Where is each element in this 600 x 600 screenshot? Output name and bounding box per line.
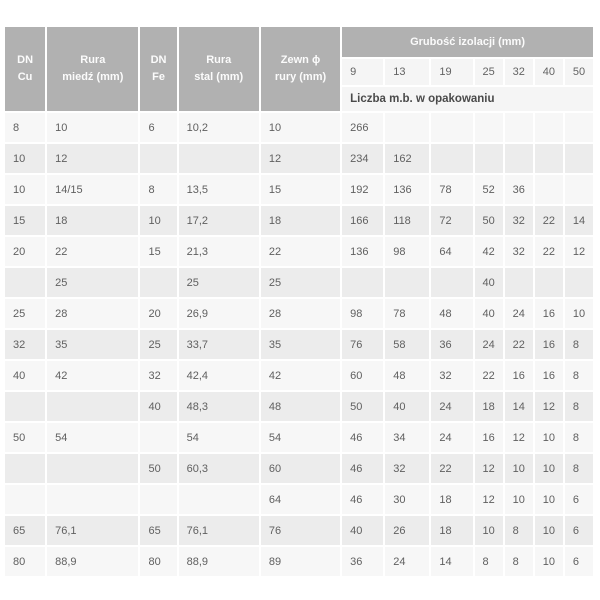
col-header-line: Rura bbox=[206, 54, 232, 66]
cell: 10 bbox=[505, 454, 533, 483]
cell: 8 bbox=[565, 330, 593, 359]
cell: 40 bbox=[385, 392, 429, 421]
cell: 10 bbox=[261, 113, 340, 142]
cell: 60,3 bbox=[179, 454, 259, 483]
table-row bbox=[5, 268, 593, 297]
cell: 50 bbox=[475, 206, 503, 235]
cell: 16 bbox=[505, 361, 533, 390]
col-header-dn-fe bbox=[140, 27, 176, 111]
cell: 10 bbox=[535, 485, 563, 514]
cell bbox=[535, 268, 563, 297]
cell bbox=[140, 268, 176, 297]
cell: 10 bbox=[140, 206, 176, 235]
cell: 64 bbox=[431, 237, 472, 266]
cell: 88,9 bbox=[179, 547, 259, 576]
cell: 22 bbox=[535, 237, 563, 266]
cell bbox=[505, 144, 533, 173]
cell: 22 bbox=[431, 454, 472, 483]
cell: 10 bbox=[5, 175, 45, 204]
cell bbox=[505, 113, 533, 142]
cell: 25 bbox=[261, 268, 340, 297]
cell: 24 bbox=[505, 299, 533, 328]
cell: 18 bbox=[431, 485, 472, 514]
cell: 10 bbox=[535, 516, 563, 545]
cell: 12 bbox=[505, 423, 533, 452]
table-row bbox=[5, 547, 593, 576]
cell: 88,9 bbox=[47, 547, 138, 576]
cell: 22 bbox=[535, 206, 563, 235]
cell: 266 bbox=[342, 113, 383, 142]
cell: 60 bbox=[342, 361, 383, 390]
cell: 46 bbox=[342, 485, 383, 514]
cell: 16 bbox=[475, 423, 503, 452]
cell: 33,7 bbox=[179, 330, 259, 359]
cell: 10 bbox=[475, 516, 503, 545]
cell: 136 bbox=[385, 175, 429, 204]
cell: 16 bbox=[535, 299, 563, 328]
cell: 54 bbox=[47, 423, 138, 452]
cell: 48 bbox=[385, 361, 429, 390]
cell: 8 bbox=[565, 454, 593, 483]
cell bbox=[431, 268, 472, 297]
col-header-dn-cu bbox=[5, 27, 45, 111]
cell: 40 bbox=[342, 516, 383, 545]
cell: 10 bbox=[47, 113, 138, 142]
cell bbox=[535, 144, 563, 173]
cell bbox=[475, 113, 503, 142]
col-header-line: Cu bbox=[17, 71, 33, 83]
table-row bbox=[5, 299, 593, 328]
size-header: 19 bbox=[431, 59, 472, 85]
col-header-line: Rura bbox=[80, 54, 106, 66]
table-row bbox=[5, 485, 593, 514]
cell: 89 bbox=[261, 547, 340, 576]
cell: 80 bbox=[140, 547, 176, 576]
cell: 22 bbox=[475, 361, 503, 390]
cell: 6 bbox=[565, 547, 593, 576]
table-body bbox=[5, 113, 593, 576]
cell: 166 bbox=[342, 206, 383, 235]
cell bbox=[140, 144, 176, 173]
cell: 25 bbox=[140, 330, 176, 359]
cell: 76 bbox=[342, 330, 383, 359]
cell bbox=[431, 113, 472, 142]
cell: 78 bbox=[385, 299, 429, 328]
col-header-rura-stal bbox=[179, 27, 259, 111]
cell: 40 bbox=[140, 392, 176, 421]
table-row bbox=[5, 175, 593, 204]
cell: 48,3 bbox=[179, 392, 259, 421]
cell: 36 bbox=[342, 547, 383, 576]
cell: 26,9 bbox=[179, 299, 259, 328]
cell bbox=[140, 423, 176, 452]
table-row bbox=[5, 330, 593, 359]
cell: 10 bbox=[535, 423, 563, 452]
cell: 50 bbox=[342, 392, 383, 421]
cell: 8 bbox=[5, 113, 45, 142]
cell: 10 bbox=[565, 299, 593, 328]
cell: 42 bbox=[475, 237, 503, 266]
cell: 17,2 bbox=[179, 206, 259, 235]
cell bbox=[475, 144, 503, 173]
cell: 35 bbox=[47, 330, 138, 359]
cell: 14/15 bbox=[47, 175, 138, 204]
cell: 12 bbox=[475, 485, 503, 514]
cell bbox=[47, 485, 138, 514]
cell: 8 bbox=[475, 547, 503, 576]
cell: 136 bbox=[342, 237, 383, 266]
cell: 20 bbox=[140, 299, 176, 328]
table-row bbox=[5, 361, 593, 390]
cell: 46 bbox=[342, 454, 383, 483]
table-row bbox=[5, 144, 593, 173]
cell: 25 bbox=[47, 268, 138, 297]
cell: 52 bbox=[475, 175, 503, 204]
cell bbox=[565, 113, 593, 142]
cell: 12 bbox=[535, 392, 563, 421]
cell bbox=[385, 268, 429, 297]
cell: 14 bbox=[431, 547, 472, 576]
cell bbox=[5, 454, 45, 483]
cell: 16 bbox=[535, 330, 563, 359]
cell: 42,4 bbox=[179, 361, 259, 390]
col-header-line: Zewn ϕ bbox=[280, 54, 321, 66]
cell: 32 bbox=[505, 206, 533, 235]
cell: 15 bbox=[261, 175, 340, 204]
cell: 42 bbox=[47, 361, 138, 390]
cell: 50 bbox=[140, 454, 176, 483]
cell: 76,1 bbox=[47, 516, 138, 545]
col-header-line: DN bbox=[150, 54, 167, 66]
cell bbox=[5, 485, 45, 514]
cell: 162 bbox=[385, 144, 429, 173]
cell: 24 bbox=[475, 330, 503, 359]
col-header-line: Fe bbox=[152, 71, 165, 83]
cell: 54 bbox=[261, 423, 340, 452]
cell: 6 bbox=[140, 113, 176, 142]
cell: 18 bbox=[475, 392, 503, 421]
cell: 76 bbox=[261, 516, 340, 545]
cell: 14 bbox=[505, 392, 533, 421]
cell: 8 bbox=[565, 392, 593, 421]
cell: 10 bbox=[535, 454, 563, 483]
cell: 10,2 bbox=[179, 113, 259, 142]
cell: 13,5 bbox=[179, 175, 259, 204]
cell bbox=[385, 113, 429, 142]
cell bbox=[565, 268, 593, 297]
cell: 8 bbox=[565, 423, 593, 452]
cell: 28 bbox=[47, 299, 138, 328]
cell: 42 bbox=[261, 361, 340, 390]
table-row bbox=[5, 113, 593, 142]
cell: 28 bbox=[261, 299, 340, 328]
size-header: 50 bbox=[565, 59, 593, 85]
insulation-table bbox=[3, 25, 595, 578]
cell bbox=[47, 454, 138, 483]
cell: 34 bbox=[385, 423, 429, 452]
cell bbox=[535, 175, 563, 204]
insulation-group-header: Grubość izolacji (mm) bbox=[342, 27, 593, 57]
cell: 46 bbox=[342, 423, 383, 452]
cell: 30 bbox=[385, 485, 429, 514]
cell bbox=[535, 113, 563, 142]
cell: 22 bbox=[47, 237, 138, 266]
cell: 20 bbox=[5, 237, 45, 266]
cell: 25 bbox=[5, 299, 45, 328]
cell bbox=[505, 268, 533, 297]
cell: 32 bbox=[431, 361, 472, 390]
cell: 12 bbox=[47, 144, 138, 173]
cell: 15 bbox=[140, 237, 176, 266]
cell bbox=[47, 392, 138, 421]
size-header: 13 bbox=[385, 59, 429, 85]
cell: 36 bbox=[505, 175, 533, 204]
cell bbox=[565, 144, 593, 173]
size-header: 9 bbox=[342, 59, 383, 85]
cell: 15 bbox=[5, 206, 45, 235]
cell: 10 bbox=[505, 485, 533, 514]
col-header-zewn-rury bbox=[261, 27, 340, 111]
cell: 32 bbox=[5, 330, 45, 359]
col-header-line: rury (mm) bbox=[274, 71, 327, 83]
size-header: 40 bbox=[535, 59, 563, 85]
cell: 32 bbox=[385, 454, 429, 483]
table-row bbox=[5, 392, 593, 421]
cell: 48 bbox=[261, 392, 340, 421]
cell: 64 bbox=[261, 485, 340, 514]
cell: 18 bbox=[261, 206, 340, 235]
cell: 72 bbox=[431, 206, 472, 235]
cell: 12 bbox=[475, 454, 503, 483]
cell: 32 bbox=[505, 237, 533, 266]
cell: 98 bbox=[342, 299, 383, 328]
cell: 24 bbox=[431, 392, 472, 421]
cell: 40 bbox=[475, 299, 503, 328]
cell: 76,1 bbox=[179, 516, 259, 545]
cell: 8 bbox=[505, 547, 533, 576]
cell bbox=[431, 144, 472, 173]
table-row bbox=[5, 237, 593, 266]
cell: 10 bbox=[535, 547, 563, 576]
cell: 6 bbox=[565, 485, 593, 514]
packaging-label: Liczba m.b. w opakowaniu bbox=[342, 87, 593, 111]
cell: 26 bbox=[385, 516, 429, 545]
cell: 8 bbox=[505, 516, 533, 545]
cell: 24 bbox=[431, 423, 472, 452]
cell: 80 bbox=[5, 547, 45, 576]
cell: 12 bbox=[565, 237, 593, 266]
cell: 22 bbox=[505, 330, 533, 359]
cell: 14 bbox=[565, 206, 593, 235]
cell: 8 bbox=[565, 361, 593, 390]
cell bbox=[140, 485, 176, 514]
cell: 32 bbox=[140, 361, 176, 390]
col-header-line: miedź (mm) bbox=[62, 71, 124, 83]
size-header: 32 bbox=[505, 59, 533, 85]
cell bbox=[179, 485, 259, 514]
cell: 18 bbox=[431, 516, 472, 545]
cell: 10 bbox=[5, 144, 45, 173]
cell: 18 bbox=[47, 206, 138, 235]
cell: 21,3 bbox=[179, 237, 259, 266]
table-row bbox=[5, 516, 593, 545]
cell: 54 bbox=[179, 423, 259, 452]
cell: 8 bbox=[140, 175, 176, 204]
table-row bbox=[5, 454, 593, 483]
cell: 234 bbox=[342, 144, 383, 173]
cell bbox=[5, 268, 45, 297]
table-header bbox=[5, 27, 593, 111]
cell: 40 bbox=[475, 268, 503, 297]
cell: 12 bbox=[261, 144, 340, 173]
cell: 48 bbox=[431, 299, 472, 328]
cell: 118 bbox=[385, 206, 429, 235]
cell bbox=[565, 175, 593, 204]
cell: 24 bbox=[385, 547, 429, 576]
cell: 98 bbox=[385, 237, 429, 266]
cell: 25 bbox=[179, 268, 259, 297]
cell: 65 bbox=[140, 516, 176, 545]
col-header-line: DN bbox=[17, 54, 34, 66]
cell: 50 bbox=[5, 423, 45, 452]
col-header-rura-miedz bbox=[47, 27, 138, 111]
cell: 16 bbox=[535, 361, 563, 390]
cell bbox=[5, 392, 45, 421]
cell: 40 bbox=[5, 361, 45, 390]
cell: 58 bbox=[385, 330, 429, 359]
cell: 65 bbox=[5, 516, 45, 545]
size-header: 25 bbox=[475, 59, 503, 85]
cell: 192 bbox=[342, 175, 383, 204]
table-row bbox=[5, 206, 593, 235]
table-row bbox=[5, 423, 593, 452]
cell bbox=[179, 144, 259, 173]
cell: 22 bbox=[261, 237, 340, 266]
cell: 6 bbox=[565, 516, 593, 545]
cell: 35 bbox=[261, 330, 340, 359]
cell: 78 bbox=[431, 175, 472, 204]
col-header-line: stal (mm) bbox=[194, 71, 244, 83]
cell bbox=[342, 268, 383, 297]
cell: 36 bbox=[431, 330, 472, 359]
cell: 60 bbox=[261, 454, 340, 483]
